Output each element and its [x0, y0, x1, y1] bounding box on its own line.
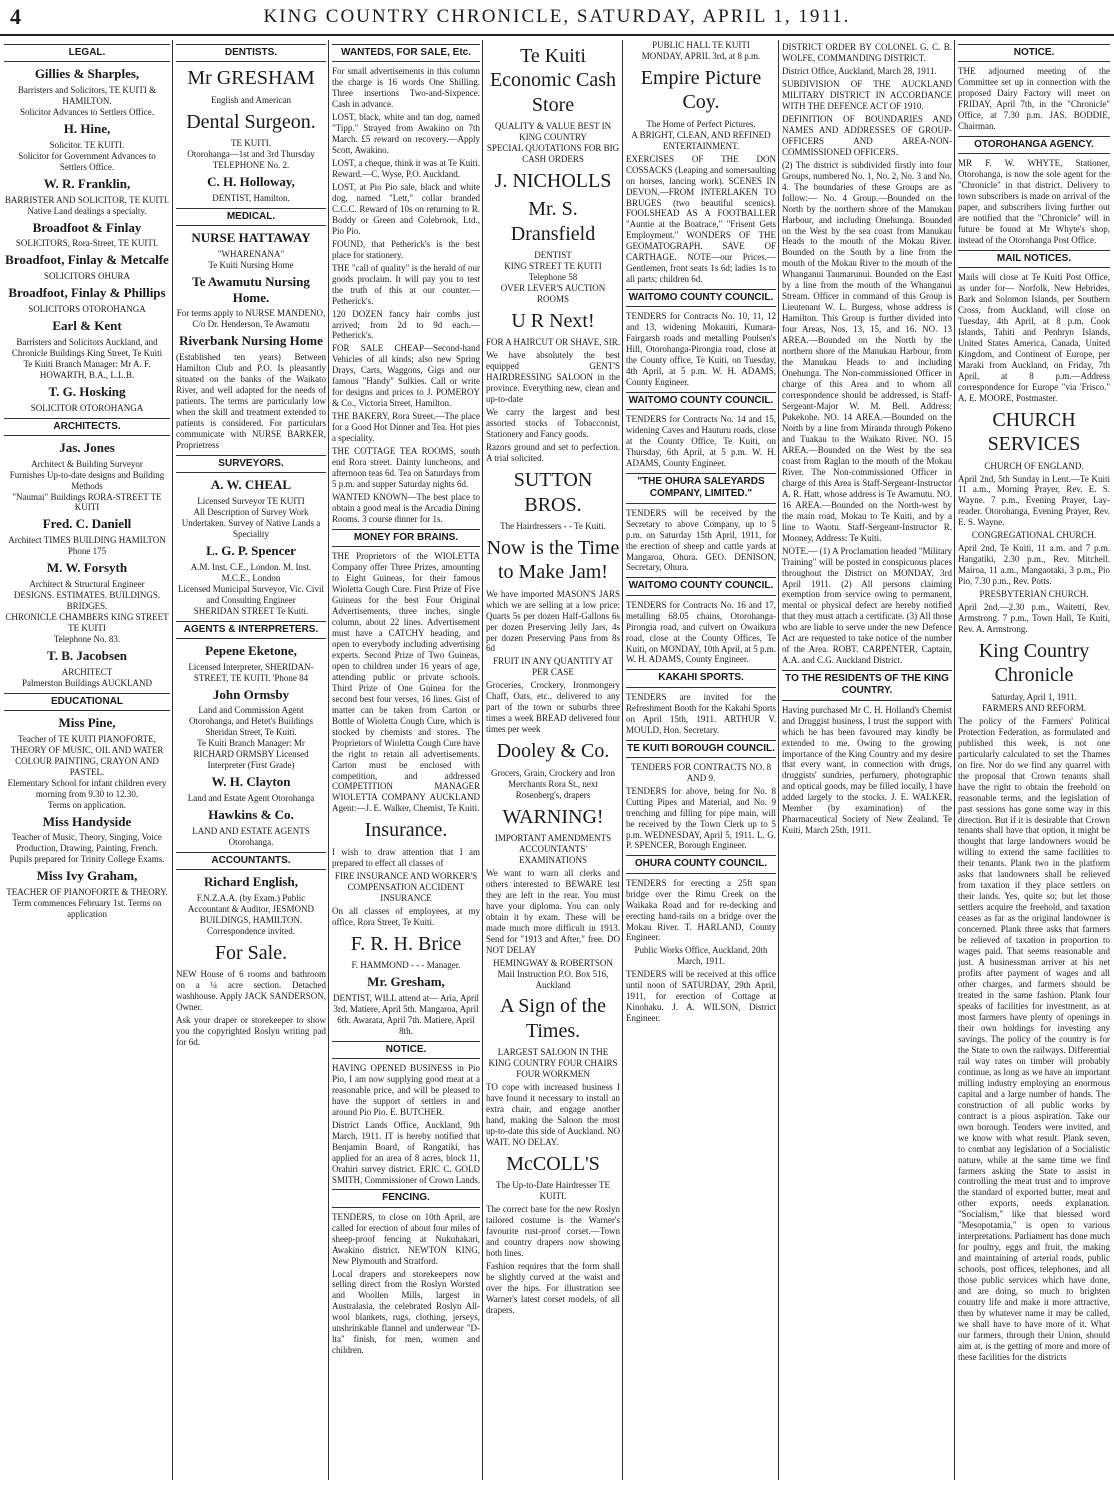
display-heading: WARNING!	[502, 805, 604, 828]
paragraph: Fashion requires that the form shall be slightly curved at the waist and over the hips. For illustration see Warner's latest corset models, of all drapers.	[486, 1261, 620, 1316]
column-rule	[328, 40, 329, 1480]
ad-text: For terms apply to NURSE MANDENO, C/o Dr. Henderson, Te Awamutu	[176, 308, 326, 330]
paragraph: FOUND, that Petherick's is the best place for stationery.	[332, 238, 480, 260]
section-heading: MEDICAL.	[176, 208, 326, 226]
ad-text: F. HAMMOND - - - Manager.	[351, 959, 461, 970]
ad-text: BARRISTER AND SOLICITOR, TE KUITI.	[4, 194, 170, 205]
ad-text: Barristers and Solicitors Auckland, and Chronicle Buildings King Street, Te Kuiti	[11, 336, 163, 358]
ad-text: FIRE INSURANCE AND WORKER'S COMPENSATION ACCIDENT INSURANCE	[334, 870, 478, 903]
ad-text: LAND AND ESTATE AGENTS Otorohanga.	[192, 825, 310, 847]
paragraph: District Office, Auckland, March 28, 1911.	[782, 65, 937, 76]
paragraph: TENDERS for erecting a 25ft span bridge over the Rimu Creek on the Waikaka Road and for re-decking and erecting hand-rails on a bridge over the Mokau River. T. HARLAND, County Engineer.	[626, 877, 776, 943]
paragraph: SUBDIVISION OF THE AUCKLAND MILITARY DISTRICT IN ACCORDANCE WITH THE DEFENCE ACT OF 1910.	[782, 78, 952, 111]
ad-text: DENTIST, WILL attend at— Aria, April 3rd. Matiere, April 5th. Mangaroa, April 6th. Awarata, April 7th. Matiere, April 8th.	[332, 992, 480, 1036]
advertiser-name: Hawkins & Co.	[208, 807, 294, 822]
paragraph: TENDERS will be received by the Secretary to above Company, up to 5 p.m. on Saturday 15th April, 1911, for the erection of sheep and cattle yards at Mangaroa, Ohura. GEO. DENISON, Secretary, Ohura.	[626, 507, 776, 573]
paragraph: Razors ground and set to perfection. A trial solicited.	[486, 442, 620, 464]
section-heading: "THE OHURA SALEYARDS COMPANY, LIMITED."	[626, 473, 776, 503]
ad-text: MONDAY, APRIL 3rd, at 8 p.m.	[641, 50, 761, 61]
display-heading: U R Next!	[511, 310, 595, 333]
masthead	[0, 0, 1114, 36]
ad-text: A BRIGHT, CLEAN, AND REFINED ENTERTAINMENT.	[631, 129, 771, 151]
paragraph: The correct base for the new Roslyn tailored costume is the Warner's favourite rust-proof corset.—Town and country drapers now showing both lines.	[486, 1204, 620, 1259]
ad-text: SPECIAL QUOTATIONS FOR BIG CASH ORDERS	[486, 143, 620, 165]
paragraph: NOTE.— (1) A Proclamation headed "Military Training" will be posted in conspicuous places throughout the District on MONDAY, 3rd April 1911. (2) All persons claiming exemption from service owing to permanent, mental or physical defect are hereby notified that they must attach a certificate. (3) All those who are liable to serve under the new Defence Act are requested to take notice of the number of the Area. ROBT. CARPENTER, Captain, A.A. and C.G. Auckland District.	[782, 545, 952, 666]
ad-text: Solicitor Advances to Settlers Office.	[19, 106, 155, 117]
ad-text: FRUIT IN ANY QUANTITY AT PER CASE	[493, 656, 613, 678]
section-heading: EDUCATIONAL	[4, 693, 170, 711]
advertiser-name: A. W. CHEAL	[210, 477, 292, 493]
paragraph: HAVING OPENED BUSINESS in Pio Pio, I am now supplying good meat at a reasonable price, and will be pleased to have the support of settlers in and around Pio Pio. E. BUTCHER.	[332, 1062, 480, 1117]
advertiser-name: Miss Pine,	[58, 714, 116, 730]
column-1	[4, 40, 170, 1480]
paragraph: DEFINITION OF BOUNDARIES AND NAMES AND ADDRESSES OF GROUP-OFFICERS AND AREA-NON-COMMISSIONED OFFICERS.	[782, 113, 952, 157]
section-heading: NOTICE.	[332, 1041, 480, 1059]
display-heading: Mr GRESHAM	[187, 67, 315, 90]
advertiser-name: M. W. Forsyth	[46, 560, 128, 576]
ad-text: "WHARENANA"	[217, 248, 285, 259]
display-heading: A Sign of the Times.	[499, 995, 607, 1042]
display-heading: For Sale.	[214, 941, 288, 964]
ad-text: Te Kuiti Branch Manager: Mr A. F. HOWARTH, B.A., L.L.B.	[23, 358, 151, 380]
ad-text: CHRONICLE CHAMBERS KING STREET TE KUITI	[5, 612, 169, 633]
column-rule	[778, 40, 779, 1480]
ad-text: TELEPHONE No. 2.	[212, 159, 290, 170]
advertiser-name: Broadfoot, Finlay & Metcalfe	[5, 252, 169, 268]
paragraph: We have imported MASON'S JARS which we are selling at a low price: Quarts 5s per dozen Half-Gallons 6s per dozen Preserving Jelly Jars, 4s per dozen Preserving Pans from 8s 6d	[486, 588, 620, 654]
paragraph: I wish to draw attention that I am prepared to effect all classes of	[332, 846, 480, 868]
paragraph: TENDERS for Contracts No. 16 and 17, metalling 68.05 chains, Otorohanga-Pirongia road, and culvert on Owaikura road, close at the County Offices, Te Kuiti, on MONDAY, 10th April, at 5 p.m. W. H. ADAMS, County Engineer.	[626, 599, 776, 665]
section-heading: OTOROHANGA AGENCY.	[958, 136, 1110, 154]
section-heading: WAITOMO COUNTY COUNCIL.	[626, 577, 776, 595]
section-heading: ACCOUNTANTS.	[176, 852, 326, 870]
ad-text: Licensed Municipal Surveyor, Vic. Civil and Consulting Engineer	[178, 583, 324, 605]
paragraph: We have absolutely the best equipped GENT'S HAIRDRESSING SALOON in the province. Everything new, clean and up-to-date	[486, 350, 620, 405]
paragraph: TENDERS, to close on 10th April, are called for erection of about four miles of sheep-proof fencing at Nukuhakari, Awakino district. NEWTON KING, New Plymouth and Stratford.	[332, 1211, 480, 1266]
section-heading: FENCING.	[332, 1189, 480, 1207]
column-5	[626, 40, 776, 1480]
ad-text: SHERIDAN STREET Te Kuiti.	[193, 605, 309, 616]
advertiser-name: L. G. P. Spencer	[206, 542, 296, 558]
ad-text: Term commences February 1st. Terms on application	[12, 898, 162, 920]
ad-text: DENTIST	[534, 250, 572, 261]
advertiser-name: W. R. Franklin,	[43, 175, 131, 191]
ad-text: Otorohanga, and Hetet's Buildings Sheridan Street, Te Kuiti.	[188, 716, 314, 738]
ad-text: Elementary School for infant children every morning from 9.30 to 12.30.	[7, 777, 167, 799]
paragraph: THE "call of quality" is the herald of our goods proclaim. It will pay you to test the truth of this at our counter.—Petherick's.	[332, 262, 480, 306]
ad-text: SOLICITORS, Rora-Street, TE KUITI.	[15, 238, 159, 249]
ad-text: LARGEST SALOON IN THE KING COUNTRY FOUR CHAIRS FOUR WORKMEN	[488, 1047, 618, 1080]
ad-text: Terms on application.	[47, 799, 127, 810]
ad-text: Barristers and Solicitors, TE KUITI & HAMILTON.	[17, 85, 157, 107]
column-rule	[482, 40, 483, 1480]
paragraph: THE Proprietors of the WIOLETTA Company offer Three Prizes, amounting to Eight Guineas, for their famous Wioletta Cough Cure. First Prize of Five Guineas for the best Four Original Advertisements, three inches, single column, about 22 lines. Advertisement must have a CATCHY heading, and open to everybody including advertising experts. Second Prize of Two Guineas, open to children under 16 years of age, attending public or private schools. Third Prize of One Guinea for the second best four verses, 16 lines. Gist of matter can be taken from Carton or Bottle of Wioletta Cough Cure, which is stocked by chemists and stores. The Proprietors of Wioletta Cough Cure have the right to retain all advertisements. Carton must be enclosed with competition, and addressed COMPETITION MANAGER WIOLETTA COMPANY AUCKLAND Agent:—J. E. Walker, Chemist, Te Kuiti.	[332, 551, 480, 814]
paragraph: 120 DOZEN fancy hair combs just arrived; from 2d to 9d each.—Petherick's.	[332, 308, 480, 341]
display-heading: CHURCH SERVICES	[987, 408, 1081, 456]
paragraph: (Established ten years) Between Hamilton Club and P.O. Is pleasantly situated on the banks of the Waikato River, and well adapted for the needs of patients. The terms are particularly low when the skill and treatment extended to patients is considered. For particulars communicate with NURSE BARKER, Proprietress	[176, 352, 326, 450]
advertiser-name: T. B. Jacobsen	[47, 647, 127, 663]
section-heading: MAIL NOTICES.	[958, 250, 1110, 268]
ad-text: All Description of Survey Work Undertaken. Survey of Native Lands a Speciality	[181, 506, 321, 539]
paragraph: TO cope with increased business I have found it necessary to install an extra chair, and engage another hand, making the Saloon the most up-to-date this side of Auckland. NO WAIT. NO DELAY.	[486, 1082, 620, 1148]
column-3	[332, 40, 480, 1480]
advertiser-name: Jas. Jones	[59, 439, 115, 455]
ad-text: Teacher of Music, Theory, Singing, Voice Production, Drawing, Painting, French. Pupils prepared for Trinity College Exams.	[9, 832, 165, 865]
ad-text: IMPORTANT AMENDMENTS ACCOUNTANTS' EXAMINATIONS	[494, 832, 612, 865]
paragraph: THE BAKERY, Rora Street.—The place for a Good Hot Dinner and Tea. Hot pies a speciality.	[332, 411, 480, 444]
paragraph: TENDERS are invited for the Refreshment Booth for the Kakahi Sports on April 15th, 1911. ARTHUR V. MOULD, Hon. Secretary.	[626, 691, 776, 735]
paragraph: Local drapers and storekeepers now selling direct from the Roslyn Worsted and Woollen Mills, largest in Australasia, the celebrated Roslyn All-wool blankets, rugs, clothing, jerseys, unshrinkable flannel and underwear "D-lta" finish, for men, women and children.	[332, 1268, 480, 1356]
ad-text: Saturday, April 1, 1911.	[991, 691, 1077, 702]
advertiser-name: Broadfoot, Finlay & Phillips	[8, 285, 166, 301]
advertiser-name: NURSE HATTAWAY	[191, 229, 311, 245]
ad-text: Te Kuiti Nursing Home	[208, 259, 294, 270]
section-heading: AGENTS & INTERPRETERS.	[176, 621, 326, 639]
section-heading: OHURA COUNTY COUNCIL.	[626, 855, 776, 873]
display-heading: F. R. H. Brice	[350, 932, 462, 955]
advertiser-name: Miss Handyside	[42, 813, 132, 829]
paragraph: We carry the largest and best assorted stocks of Tobacconist, Stationery and Fancy goods.	[486, 407, 620, 440]
display-heading: Mr. S. Dransfield	[510, 198, 596, 245]
column-2	[176, 40, 326, 1480]
advertiser-name: H. Hine,	[63, 120, 111, 136]
paragraph: THE adjourned meeting of the Committee set up in connection with the proposed Dairy Factory will meet on FRIDAY, April 7th, in the "Chronicle" Office, at 7.30 p.m. JAS. BODDIE, Chairman.	[958, 66, 1110, 132]
ad-text: SOLICITORS OHURA	[43, 271, 131, 282]
paragraph: FOR SALE CHEAP—Second-hand Vehicles of all kinds; also new Spring Drays, Carts, Waggons, Gigs and our famous "Handy" Sulkies. Call or write for designs and prices to J. POMEROY & Co., Victoria Street, Hamilton.	[332, 343, 480, 409]
section-heading: DENTISTS.	[176, 44, 326, 62]
paragraph: We want to warn all clerks and others interested to BEWARE lest they are left in the rear. You must have your diploma. You can only obtain it by exam. These will be made much more difficult in 1913. Send for "1913 and After," free. DO NOT DELAY	[486, 867, 620, 955]
display-heading: Empire Picture Coy.	[640, 66, 762, 114]
ad-text: CHURCH OF ENGLAND.	[984, 460, 1084, 471]
paragraph: For small advertisements in this column the charge is 16 words One Shilling. Three insertions Two-and-Sixpence. Cash in advance.	[332, 66, 480, 110]
ad-text: QUALITY & VALUE BEST IN KING COUNTRY	[494, 121, 612, 143]
section-heading: TO THE RESIDENTS OF THE KING COUNTRY.	[782, 670, 952, 700]
paragraph: MR F. W. WHYTE, Stationer, Otorohanga, is now the sole agent for the "Chronicle" in that district. Delivery to town subscribers is made on arrival of the paper, and subscribers living further out are notified that the "Chronicle" will in future be found at Mr Whyte's shop, instead of the Otorohanga Post Office.	[958, 158, 1110, 245]
paragraph: (2) The district is subdivided firstly into four Groups, numbered No. 1, No. 2, No. 3 and No. 4. The boundaries of these Groups are as follow:— No. 4 Group.—Bounded on the North by the northern shore of the Manukau Harbour, and including Onehunga. Bounded on the West by the sea coast from Manukau Heads to the mouth of the Mokau River. Bounded on the South by a line from the mouth of the Mokau River to the mouth of the Whanganui Taumarunui. Bounded on the East by a line from the mouth of the Whanganui Stream. Officer in command of this Group is Lieutenant W. L. Burgess, whose address is Hamilton. This Group is further divided into four Areas, Nos. 13, 15, and 16. NO. 13 AREA.—Bounded on the North by the northern shore of the Manukau Harbour, from the Manukau Heads to and including Onehunga. The Non-commissioned Officer in charge of this Area and to whom all correspondence should be addressed, is Staff-Sergeant-Major W. M. Bell. Address: Pukekohe. NO. 14 AREA.—Bounded on the North by a line from Miranda through Pokeno and Tuakau to the Waikato River. NO. 15 AREA.—Bounded on the West by the sea coast from Raglan to the mouth of the Mokau River. The Non-commissioned Officer in charge of this Area is Staff-Sergeant-Instructor A. R. Hatt, whose address is Te Awamutu. NO. 16 AREA.—Bounded on the North-west by the main road, Mokau to Te Kuiti, and by a line to Waotu. Staff-Sergeant-Instructor R. Mooney, Address: Te Kuiti.	[782, 159, 952, 543]
paragraph: April 2nd, 5th Sunday in Lent.—Te Kuiti 11 a.m., Morning Prayer, Rev. E. S. Wayne. 7 p.m., Evening Prayer, Lay-reader. Otorohanga, Evening Prayer, Rev. E. S. Wayne.	[958, 473, 1110, 528]
ad-text: OVER LEVER'S AUCTION ROOMS	[500, 283, 606, 305]
ad-text: Native Land dealings a specialty.	[27, 205, 147, 216]
advertiser-name: Te Awamutu Nursing Home.	[192, 273, 310, 305]
advertiser-name: W. H. Clayton	[211, 774, 291, 790]
display-heading: Dental Surgeon.	[186, 110, 316, 133]
advertiser-name: Mr. Gresham,	[367, 973, 445, 989]
paragraph: LOST, black, white and tan dog, named "Tipp." Strayed from Awakino on 7th March. £5 reward on recovery.—Apply Scott, Awakino.	[332, 112, 480, 155]
paragraph: DISTRICT ORDER BY COLONEL G. C. B. WOLFE, COMMANDING DISTRICT.	[782, 42, 952, 63]
ad-text: Licensed Surveyor TE KUITI	[197, 495, 305, 506]
ad-text: HEMINGWAY & ROBERTSON Mail Instruction P.O. Box 516, Auckland	[493, 957, 613, 990]
advertiser-name: Fred. C. Daniell	[42, 516, 132, 532]
paragraph: NEW House of 6 rooms and bathroom on a ¼ acre section. Detached washhouse. Apply JACK SANDERSON, Owner.	[176, 969, 326, 1013]
paragraph: LOST, at Pio Pio sale, black and white dog, named "Lett," collar branded C.C.C. Reward of 10s on returning to R. Boddy or Green and Colebrook, Ltd., Pio Pio.	[332, 181, 480, 236]
ad-text: TENDERS FOR CONTRACTS NO. 8 AND 9.	[630, 761, 772, 783]
ad-text: ARCHITECT	[61, 666, 113, 677]
ad-text: DENTIST, Hamilton.	[212, 192, 290, 203]
ad-text: PUBLIC HALL TE KUITI	[652, 40, 750, 50]
ad-text: Land and Commission Agent	[198, 705, 304, 716]
column-rule	[954, 40, 955, 1480]
paragraph: WANTED KNOWN—The best place to obtain a good meal is the Arcadia Dining Rooms. 3 course dinner for 1s.	[332, 492, 480, 524]
section-heading: NOTICE.	[958, 44, 1110, 62]
paragraph: LOST, a cheque, think it was at Te Kuiti. Reward.—C. Wyse, P.O. Auckland.	[332, 157, 480, 179]
ad-text: TE KUITI.	[231, 137, 271, 148]
ad-text: Furnishes Up-to-date designs and Building Methods	[9, 469, 165, 491]
section-heading: WANTEDS, FOR SALE, Etc.	[332, 44, 480, 62]
column-6	[782, 40, 952, 1480]
paragraph: The policy of the Farmers' Political Protection Federation, as formulated and published this week, is not one particularly calculated to set the Thames on fire. Nor do we find any quarrel with the proposal that Crown tenants shall have the right to obtain the freehold on reasonable terms, and the legislation of past sessions has gone some way in this direction. But if it is desirable that Crown tenants shall have that option, it might be thought that large landowners would be willing to extend the same facilities to their tenants. Plank two in the platform asks that landowners shall be relieved from taxation if they place settlers on their lands. Yes, quite so; but let those settlers acquire the freehold, and taxation ceases as far as the original landowner is concerned. Plank three asks that farmers be relieved of taxation in proportion to wages paid. That seems reasonable and just. A businessman arriver at his net profits after payment of wages and all other charges, and farmers should be treated in the same fashion. Plank four speaks of facilities for investment, as at most farmers have plenty of openings in their own holdings for investing any savings. The policy of the country is for the State to own the railways. Differential rail way rates on timber will probably continue, as long as we have an important milling industry employing an enormous capital and a large number of hands. The construction of all public works by contract is a pious aspiration. Take our own borough. Tenders were invited, and we know with what result. Plank seven, to combat any legislation of a Socialistic nature, while at the same time we find farmers asking the State to assist in controlling the meat trust and to improve the standard of exported butter, meat and other exports, needs explanation. "Socialism," like that blessed word "Mesopotamia," is open to various interpretations. Parliament has done much for poultry, eggs and fruit, the making and maintaining of arterial roads, public schools, post offices, telephones, and all those public services which have done, and are doing, so much to brighten country life and make it more attractive, then by whatever name it may be called, we shall have to have more of it. What our farmers, through their Union, should aim at, is the getting of more and more of these facilities for the districts	[958, 715, 1110, 1362]
paragraph: District Lands Office, Auckland, 9th March, 1911. IT is hereby notified that Benjamin Board, of Rangatiki, has applied for an area of 8 acres, block 11, Orahiri survey district. ERIC C. GOLD SMITH, Commissioner of Crown Lands.	[332, 1119, 480, 1185]
ad-text: "Naumai" Buildings RORA-STREET TE KUITI	[12, 491, 162, 513]
column-rule	[172, 40, 173, 1480]
paragraph: April 2nd, Te Kuiti, 11 a.m. and 7 p.m. Hangatiki, 2.30 p.m., Rev. Mitchell. Mairoa, 11 a.m., Mangaotaki, 3 p.m., Pio Pio, 7.30 p.m., Rev. Potts.	[958, 543, 1110, 587]
paragraph: Ask your draper or storekeeper to show you the copyrighted Roslyn writing pad for 6d.	[176, 1014, 326, 1047]
paragraph: THE COTTAGE TEA ROOMS, south end Rora street. Dainty luncheons, and afternoon teas 6d. Tea on Saturdays from 5 p.m. and supper Saturday nights 6d.	[332, 446, 480, 490]
advertiser-name: C. H. Holloway,	[207, 173, 295, 189]
ad-text: DESIGNS. ESTIMATES. BUILDINGS. BRIDGES.	[13, 590, 161, 612]
display-heading: Now is the Time to Make Jam!	[486, 536, 620, 584]
section-heading: KAKAHI SPORTS.	[626, 669, 776, 687]
section-heading: WAITOMO COUNTY COUNCIL.	[626, 289, 776, 307]
ad-text: The Hairdressers - - Te Kuiti.	[500, 520, 606, 531]
advertiser-name: Pepene Eketone,	[205, 642, 297, 658]
ad-text: F.N.Z.A.A. (by Exam.) Public Accountant & Auditor, JESMOND BUILDINGS, HAMILTON. Correspondence invited.	[187, 892, 315, 936]
page-number: 4	[10, 4, 21, 29]
ad-text: Grocers, Grain, Crockery and Iron Merchants Rora St., next Rosenberg's, drapers	[491, 767, 615, 800]
section-heading: MONEY FOR BRAINS.	[332, 529, 480, 547]
paragraph: Groceries, Crockery, Ironmongery Chaff, Oats, etc., delivered to any part of the town or suburbs three times a week BREAD delivered four times per week	[486, 680, 620, 735]
ad-text: Land and Estate Agent Otorohanga	[187, 793, 315, 804]
ad-text: Solicitor. TE KUITI.	[49, 139, 125, 150]
paragraph: EXERCISES OF THE DON COSSACKS (Leaping and somersaulting on horses, lancing work). SCENES IN DEVON.—FROM INTERLAKEN TO BRUGES (two beautiful scenics). FOOLSHEAD AS A FOOTBALLER "Auntie at the Boatrace," "Frisent Gets Employment." WONDERS OF THE GEOMATOGRAPH. SAVE OF CARTHAGE. NOTE—our Prices.—Gentlemen, front seats 1s 6d; ladies 1s to all parts; children 6d.	[626, 153, 776, 285]
ad-text: Architect & Structural Engineer	[29, 579, 145, 590]
ad-text: Telephone 58	[528, 272, 578, 283]
advertiser-name: Broadfoot & Finlay	[32, 219, 142, 235]
display-heading: SUTTON BROS.	[513, 469, 593, 516]
display-heading: Dooley & Co.	[496, 740, 610, 763]
section-heading: SURVEYORS.	[176, 455, 326, 473]
ad-text: SOLICITORS OTOROHANGA	[28, 304, 146, 315]
advertiser-name: T. G. Hosking	[48, 383, 126, 399]
ad-text: The Home of Perfect Pictures.	[646, 118, 756, 129]
ad-text: Teacher of TE KUITI PIANOFORTE, THEORY OF MUSIC, OIL AND WATER COLOUR PAINTING, CRAYON AND PASTEL.	[10, 733, 164, 777]
ad-text: Palmerston Buildings AUCKLAND	[21, 677, 152, 688]
ad-text: CONGREGATIONAL CHURCH.	[971, 530, 1097, 541]
display-heading: Insurance.	[364, 819, 448, 842]
ad-text: FARMERS AND REFORM.	[981, 702, 1087, 713]
advertiser-name: John Ormsby	[212, 686, 290, 702]
column-4	[486, 40, 620, 1480]
display-heading: Te Kuiti Economic Cash Store	[489, 45, 617, 116]
ad-text: Phone 175	[67, 546, 107, 557]
paragraph: TENDERS for above, being for No. 8 Cutting Pipes and Material, and No. 9 trenching and filling for pipe main, will be received by the Town Clerk up to 5 p.m. WEDNESDAY, April 5, 1911. L. G. P. SPENCER, Borough Engineer.	[626, 785, 776, 851]
paragraph: Mails will close at Te Kuiti Post Office, as under for— Norfolk, New Hebrides, Bark and Solomon Islands, per Southern Cross, from Auckland, will close on Tuesday, 4th April, at 8 p.m. Cook Islands, Tahiti and Penhryn Islands, United States America, Canada, United Kingdom, and Continent of Europe, per Maraki from Auckland, on Friday, 7th April, at 8 p.m.—Address correspondence for Europe "via 'Frisco." A. E. MOORE, Postmaster.	[958, 272, 1110, 403]
ad-text: PRESBYTERIAN CHURCH.	[979, 589, 1089, 600]
ad-text: Otorohanga—1st and 3rd Thursday	[187, 148, 315, 159]
ad-text: A.M. Inst. C.E., London. M. Inst. M.C.E., London	[190, 561, 312, 583]
section-heading: TE KUITI BOROUGH COUNCIL.	[626, 740, 776, 758]
section-heading: LEGAL.	[4, 44, 170, 62]
ad-text: Te Kuiti Branch Manager: Mr RICHARD ORMSBY Licensed Interpreter (First Grade)	[193, 738, 309, 771]
paragraph: TENDERS will be received at this office until noon of SATURDAY, 29th April, 1911, for erection of Cottage at Kinohaku. J. A. WILSON, District Engineer.	[626, 969, 776, 1024]
column-rule	[622, 40, 623, 1480]
ad-text: The Up-to-Date Hairdresser TE KUITI.	[495, 1180, 611, 1202]
display-heading: McCOLL'S	[506, 1152, 600, 1175]
paragraph: Having purchased Mr C. H. Holland's Chemist and Druggist business, I trust the support with which he has been favoured may kindly be extended to me. Owing to the growing importance of the King Country and my desire that every want, in connection with drugs, druggists' sundries, perfumery, photographic and optical goods, may be filled locally, I have added largely to the stocks. J. E. WALKER, Member (by examination) of the Pharmaceutical Society of New Zealand. Te Kuiti, March 25th, 1911.	[782, 704, 952, 836]
display-heading: King Country Chronicle	[978, 640, 1090, 687]
ad-text: TEACHER OF PIANOFORTE & THEORY.	[6, 887, 168, 898]
ad-text: Licensed Interpreter, SHERIDAN-STREET, TE KUITI. 'Phone 84	[188, 661, 314, 683]
ad-text: Architect TIMES BUILDING HAMILTON	[8, 535, 166, 546]
paragraph: TENDERS for Contracts No. 10, 11, 12 and 13, widening Mokauiti, Kumara-Fairgarsh roads and metalling Poulsen's Hill, Otorohanga-Pirongia road, close at the County office, Te Kuiti, on Tuesday, 4th April, at 5 p.m. W. H. ADAMS, County Engineer.	[626, 311, 776, 388]
display-heading: J. NICHOLLS	[494, 170, 612, 193]
advertiser-name: Gillies & Sharples,	[34, 66, 140, 82]
paragraph: April 2nd.—2.30 p.m., Waitetti, Rev. Armstrong. 7 p.m., Town Hall, Te Kuiti, Rev. A. Armstrong.	[958, 602, 1110, 635]
section-heading: ARCHITECTS.	[4, 418, 170, 436]
ad-text: English and American	[211, 94, 291, 105]
ad-text: Telephone No. 83.	[53, 633, 121, 644]
ad-text: Public Works Office, Auckland, 20th March, 1911.	[634, 945, 768, 967]
advertiser-name: Richard English,	[204, 873, 298, 889]
newspaper-title: KING COUNTRY CHRONICLE, SATURDAY, APRIL 1, 1911.	[263, 6, 851, 27]
advertiser-name: Earl & Kent	[52, 318, 122, 333]
section-heading: WAITOMO COUNTY COUNCIL.	[626, 392, 776, 410]
paragraph: TENDERS for Contracts No. 14 and 15, widening Caves and Hauturu roads, close at the County Office, Te Kuiti, on Thursday, 6th April, at 5 p.m. W. H. ADAMS, County Engineer.	[626, 414, 776, 469]
advertiser-name: Riverbank Nursing Home	[179, 333, 323, 349]
ad-text: FOR A HAIRCUT OR SHAVE, SIR.	[486, 337, 620, 348]
paragraph: On all classes of employees, at my office, Rora Street, Te Kuiti.	[332, 905, 480, 927]
advertiser-name: Miss Ivy Graham,	[36, 868, 138, 884]
column-7	[958, 40, 1110, 1480]
ad-text: KING STREET TE KUITI	[504, 261, 602, 272]
ad-text: SOLICITOR OTOROHANGA	[30, 402, 144, 413]
ad-text: Architect & Building Surveyor	[31, 458, 143, 469]
ad-text: Solicitor for Government Advances to Settlers Office.	[18, 150, 156, 172]
